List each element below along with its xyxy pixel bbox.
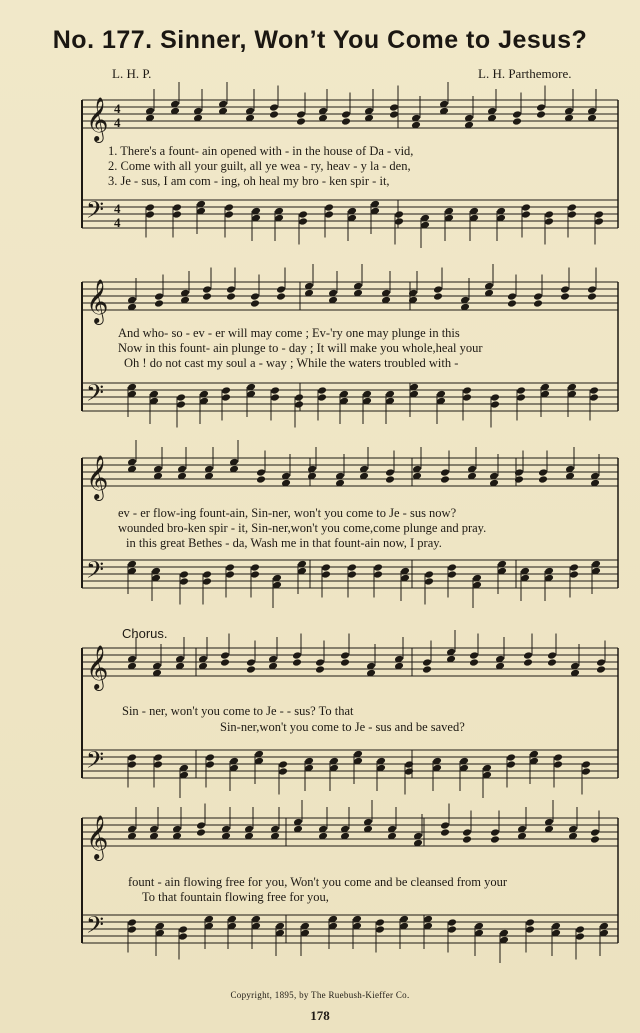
note-head (447, 925, 457, 934)
time-signature: 4 (114, 115, 121, 130)
note-head (220, 651, 230, 660)
note-head (179, 577, 189, 586)
note-head (269, 103, 279, 112)
note-head (292, 658, 302, 667)
note-head (516, 386, 526, 395)
note-head (544, 217, 554, 226)
note-head (547, 658, 557, 667)
lyric-line: Sin-ner,won't you come to Je - sus and be saved? (220, 720, 465, 734)
note-head (324, 210, 334, 219)
note-head (178, 932, 188, 941)
note-head (553, 760, 563, 769)
note-head (523, 651, 533, 660)
note-head (581, 760, 591, 769)
note-head (596, 665, 606, 674)
note-head (422, 665, 432, 674)
treble-clef-icon: 𝄞 (86, 455, 109, 499)
note-head (521, 203, 531, 212)
note-head (250, 570, 260, 579)
lyric-line: fount - ain flowing free for you, Won't you come and be cleansed from your (128, 875, 508, 889)
hymn-title: No. 177. Sinner, Won’t You Come to Jesus? (52, 26, 588, 54)
note-head (553, 753, 563, 762)
note-head (269, 110, 279, 119)
note-head (440, 828, 450, 837)
lyric-line: Oh ! do not cast my soul a - way ; While the waters troubled with - (124, 356, 459, 370)
note-head (575, 925, 585, 934)
note-head (447, 563, 457, 572)
note-head (294, 393, 304, 402)
note-head (589, 386, 599, 395)
note-head (512, 110, 522, 119)
note-head (490, 393, 500, 402)
note-head (202, 570, 212, 579)
note-head (270, 386, 280, 395)
note-head (296, 110, 306, 119)
note-head (533, 299, 543, 308)
note-head (205, 753, 215, 762)
note-head (341, 117, 351, 126)
note-head (424, 570, 434, 579)
note-head (433, 285, 443, 294)
note-head (373, 563, 383, 572)
note-head (516, 393, 526, 402)
note-head (221, 386, 231, 395)
note-head (324, 203, 334, 212)
note-head (220, 658, 230, 667)
lyric-line: wounded bro-ken spir - it, Sin-ner,won't you come,come plunge and pray. (118, 521, 487, 535)
note-head (469, 651, 479, 660)
note-head (507, 292, 517, 301)
note-head (276, 292, 286, 301)
note-head (385, 468, 395, 477)
note-head (422, 658, 432, 667)
note-head (340, 658, 350, 667)
treble-clef-icon: 𝄞 (86, 279, 109, 323)
note-head (202, 577, 212, 586)
note-head (347, 563, 357, 572)
note-head (224, 203, 234, 212)
bass-clef-icon: 𝄢 (86, 196, 105, 229)
note-head (462, 393, 472, 402)
treble-clef-icon: 𝄞 (86, 645, 109, 689)
note-head (127, 918, 137, 927)
note-head (315, 658, 325, 667)
note-head (469, 658, 479, 667)
note-head (127, 925, 137, 934)
note-head (569, 570, 579, 579)
lyricist-credit: L. H. P. (112, 66, 152, 81)
note-head (512, 117, 522, 126)
chorus-label: Chorus. (122, 626, 168, 641)
note-head (224, 210, 234, 219)
composer-credit: L. H. Parthemore. (478, 66, 572, 81)
note-head (424, 577, 434, 586)
lyric-line: 3. Je - sus, I am com - ing, oh heal my bro - ken spir - it, (108, 174, 390, 188)
note-head (292, 651, 302, 660)
note-head (178, 925, 188, 934)
note-head (250, 299, 260, 308)
note-head (569, 563, 579, 572)
treble-clef-icon: 𝄞 (86, 97, 109, 141)
note-head (587, 285, 597, 294)
note-head (127, 760, 137, 769)
note-head (594, 217, 604, 226)
note-head (490, 828, 500, 837)
note-head (525, 918, 535, 927)
note-head (447, 918, 457, 927)
note-head (575, 932, 585, 941)
note-head (590, 835, 600, 844)
note-head (462, 828, 472, 837)
note-head (225, 570, 235, 579)
note-head (596, 658, 606, 667)
bass-clef-icon: 𝄢 (86, 556, 105, 589)
note-head (440, 468, 450, 477)
time-signature: 4 (114, 101, 121, 116)
note-head (538, 468, 548, 477)
copyright-notice: Copyright, 1895, by The Ruebush-Kieffer Co. (230, 990, 410, 1000)
note-head (340, 651, 350, 660)
note-head (536, 103, 546, 112)
note-head (176, 400, 186, 409)
note-head (375, 925, 385, 934)
note-head (560, 285, 570, 294)
note-head (447, 570, 457, 579)
note-head (341, 110, 351, 119)
note-head (462, 386, 472, 395)
note-head (196, 821, 206, 830)
note-head (298, 210, 308, 219)
note-head (270, 393, 280, 402)
note-head (506, 760, 516, 769)
note-head (385, 475, 395, 484)
note-head (594, 210, 604, 219)
note-head (567, 203, 577, 212)
note-head (581, 767, 591, 776)
note-head (321, 563, 331, 572)
note-head (202, 285, 212, 294)
note-head (278, 760, 288, 769)
note-head (225, 563, 235, 572)
note-head (246, 658, 256, 667)
note-head (196, 828, 206, 837)
bass-clef-icon: 𝄢 (86, 746, 105, 779)
note-head (507, 299, 517, 308)
lyric-line: Sin - ner, won't you come to Je - - sus? To that (122, 704, 354, 718)
note-head (153, 753, 163, 762)
note-head (221, 393, 231, 402)
note-head (321, 570, 331, 579)
time-signature: 4 (114, 215, 121, 230)
note-head (373, 570, 383, 579)
note-head (506, 753, 516, 762)
note-head (145, 210, 155, 219)
note-head (567, 210, 577, 219)
note-head (246, 665, 256, 674)
treble-clef-icon: 𝄞 (86, 815, 109, 859)
lyric-line: To that fountain flowing free for you, (142, 890, 329, 904)
lyric-line: And who- so - ev - er will may come ; Ev-'ry one may plunge in this (118, 326, 460, 340)
note-head (145, 203, 155, 212)
note-head (154, 292, 164, 301)
note-head (179, 570, 189, 579)
note-head (317, 386, 327, 395)
note-head (172, 210, 182, 219)
page-number: 178 (310, 1008, 330, 1023)
bass-clef-icon: 𝄢 (86, 911, 105, 944)
note-head (347, 570, 357, 579)
note-head (587, 292, 597, 301)
lyric-line: ev - er flow-ing fount-ain, Sin-ner, won't you come to Je - sus now? (118, 506, 457, 520)
note-head (315, 665, 325, 674)
note-head (433, 292, 443, 301)
note-head (560, 292, 570, 301)
note-head (205, 760, 215, 769)
note-head (296, 117, 306, 126)
note-head (589, 393, 599, 402)
note-head (490, 835, 500, 844)
note-head (317, 393, 327, 402)
note-head (298, 217, 308, 226)
lyric-line: 2. Come with all your guilt, all ye wea - ry, heav - y la - den, (108, 159, 411, 173)
note-head (250, 563, 260, 572)
note-head (226, 292, 236, 301)
note-head (533, 292, 543, 301)
note-head (389, 103, 399, 112)
note-head (375, 918, 385, 927)
note-head (590, 828, 600, 837)
note-head (525, 925, 535, 934)
note-head (544, 210, 554, 219)
note-head (389, 110, 399, 119)
note-head (536, 110, 546, 119)
bass-clef-icon: 𝄢 (86, 379, 105, 412)
note-head (394, 210, 404, 219)
note-head (153, 760, 163, 769)
time-signature: 4 (114, 201, 121, 216)
note-head (172, 203, 182, 212)
note-head (256, 468, 266, 477)
note-head (226, 285, 236, 294)
note-head (256, 475, 266, 484)
note-head (154, 299, 164, 308)
note-head (176, 393, 186, 402)
note-head (538, 475, 548, 484)
note-head (250, 292, 260, 301)
note-head (490, 400, 500, 409)
note-head (276, 285, 286, 294)
lyric-line: Now in this fount- ain plunge to - day ; It will make you whole,heal your (118, 341, 483, 355)
note-head (547, 651, 557, 660)
note-head (462, 835, 472, 844)
note-head (202, 292, 212, 301)
note-head (440, 821, 450, 830)
note-head (523, 658, 533, 667)
note-head (440, 475, 450, 484)
note-head (394, 217, 404, 226)
lyric-line: 1. There's a fount- ain opened with - in the house of Da - vid, (108, 144, 414, 158)
note-head (294, 400, 304, 409)
note-head (278, 767, 288, 776)
lyric-line: in this great Bethes - da, Wash me in that fount-ain now, I pray. (126, 536, 442, 550)
note-head (127, 753, 137, 762)
note-head (521, 210, 531, 219)
